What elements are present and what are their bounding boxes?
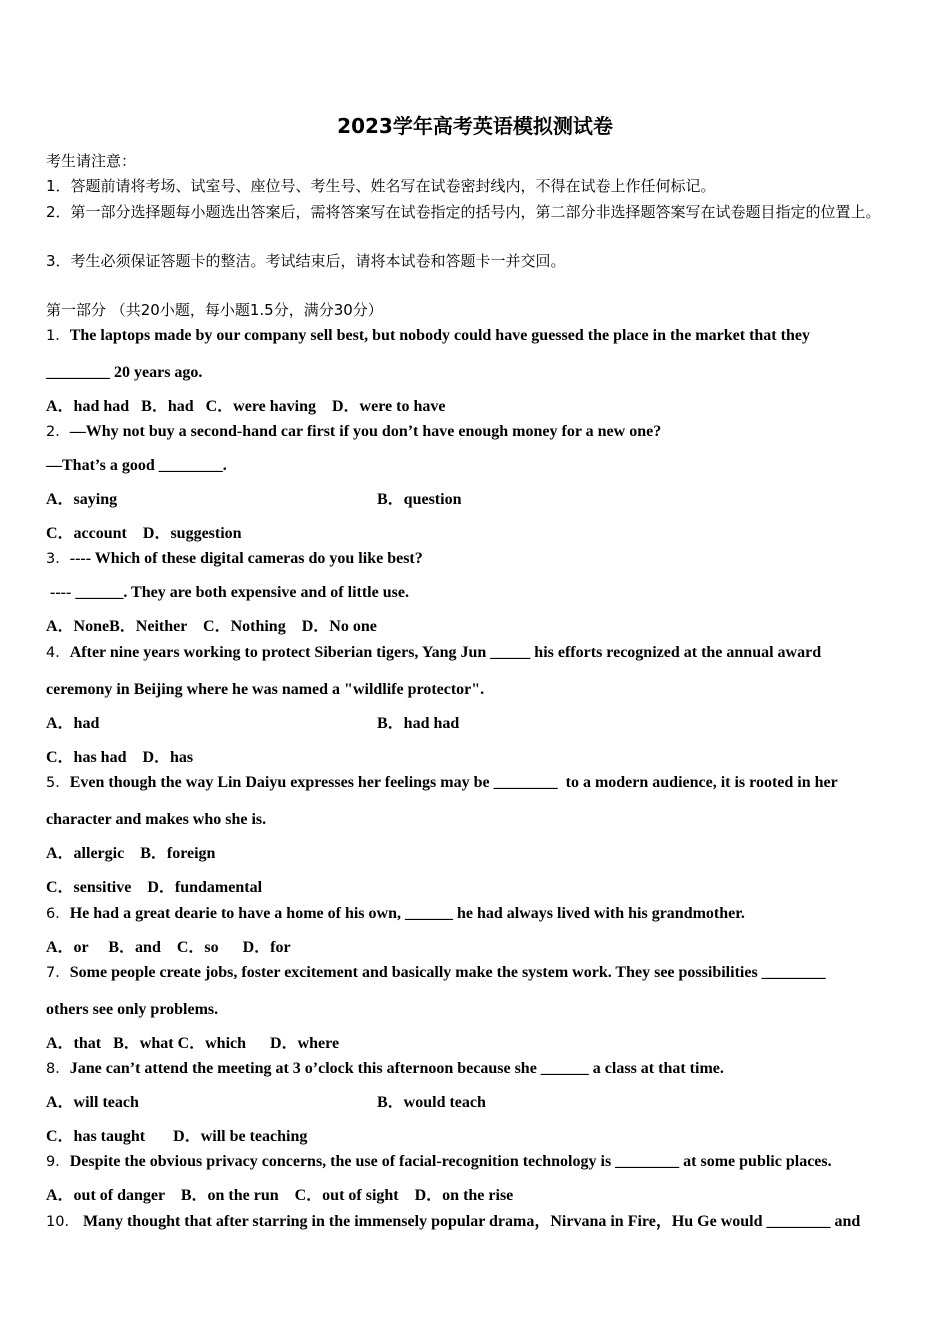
- question-option: A．saying: [46, 491, 118, 508]
- notice-item: 2．第一部分选择题每小题选出答案后，需将答案写在试卷指定的括号内，第二部分非选择题答案写在试卷题目指定的位置上。: [46, 203, 881, 221]
- question-number: 7．: [46, 965, 70, 981]
- question-number: 5．: [46, 775, 70, 791]
- question-options: A．or B．and C．so D．for: [46, 939, 291, 956]
- question-options: C．account D．suggestion: [46, 525, 242, 542]
- section-heading: 第一部分 （共20小题，每小题1.5分，满分30分）: [46, 301, 383, 319]
- question-stem-continued: ---- ______. They are both expensive and of little use.: [46, 584, 409, 601]
- question-number: 10．: [46, 1214, 79, 1230]
- question-options: A．out of danger B．on the run C．out of sight D．on the rise: [46, 1187, 514, 1204]
- question-option: A．had: [46, 715, 100, 732]
- question-stem: 5．Even though the way Lin Daiyu expresses her feelings may be ________ to a modern audience, it is rooted in her: [46, 774, 838, 791]
- question-options: A．that B．what C．which D．where: [46, 1035, 340, 1052]
- question-number: 8．: [46, 1061, 70, 1077]
- question-stem: 1．The laptops made by our company sell best, but nobody could have guessed the place in the market that they: [46, 327, 810, 344]
- question-stem: 3．---- Which of these digital cameras do you like best?: [46, 550, 423, 567]
- question-options: A．allergic B．foreign: [46, 845, 216, 862]
- question-stem: 6．He had a great dearie to have a home of his own, ______ he had always lived with his grandmother.: [46, 905, 745, 922]
- question-stem-continued: ________ 20 years ago.: [46, 364, 203, 381]
- question-stem: 4．After nine years working to protect Siberian tigers, Yang Jun _____ his efforts recognized at the annual award: [46, 644, 822, 661]
- question-option: A．will teach: [46, 1094, 139, 1111]
- question-number: 6．: [46, 906, 70, 922]
- question-options: A．NoneB．Neither C．Nothing D．No one: [46, 618, 377, 635]
- question-option: B．question: [377, 491, 462, 508]
- question-options: C．sensitive D．fundamental: [46, 879, 263, 896]
- question-stem: 10． Many thought that after starring in the immensely popular drama，Nirvana in Fire，Hu Ge would ________ and: [46, 1213, 861, 1230]
- question-options: C．has taught D．will be teaching: [46, 1128, 308, 1145]
- page-title: 2023学年高考英语模拟测试卷: [337, 114, 613, 138]
- question-stem: 9．Despite the obvious privacy concerns, the use of facial-recognition technology is ________ at some public places.: [46, 1153, 832, 1170]
- question-stem: 2．—Why not buy a second-hand car first if you don’t have enough money for a new one?: [46, 423, 662, 440]
- question-option: B．would teach: [377, 1094, 486, 1111]
- question-number: 1．: [46, 328, 70, 344]
- question-number: 2．: [46, 424, 70, 440]
- notice-heading: 考生请注意：: [46, 152, 137, 170]
- question-stem: 8．Jane can’t attend the meeting at 3 o’clock this afternoon because she ______ a class at that time.: [46, 1060, 724, 1077]
- notice-item: 1．答题前请将考场、试室号、座位号、考生号、姓名写在试卷密封线内，不得在试卷上作任何标记。: [46, 177, 716, 195]
- question-options: C．has had D．has: [46, 749, 194, 766]
- question-option: B．had had: [377, 715, 460, 732]
- question-number: 4．: [46, 645, 70, 661]
- question-stem: 7．Some people create jobs, foster excitement and basically make the system work. They see possibilities ________: [46, 964, 826, 981]
- question-number: 3．: [46, 551, 70, 567]
- question-stem-continued: —That’s a good ________.: [46, 457, 227, 474]
- question-options: A．had had B．had C．were having D．were to have: [46, 398, 446, 415]
- question-number: 9．: [46, 1154, 70, 1170]
- question-stem-continued: character and makes who she is.: [46, 811, 267, 828]
- question-stem-continued: ceremony in Beijing where he was named a "wildlife protector".: [46, 681, 485, 698]
- question-stem-continued: others see only problems.: [46, 1001, 219, 1018]
- notice-item: 3．考生必须保证答题卡的整洁。考试结束后，请将本试卷和答题卡一并交回。: [46, 252, 566, 270]
